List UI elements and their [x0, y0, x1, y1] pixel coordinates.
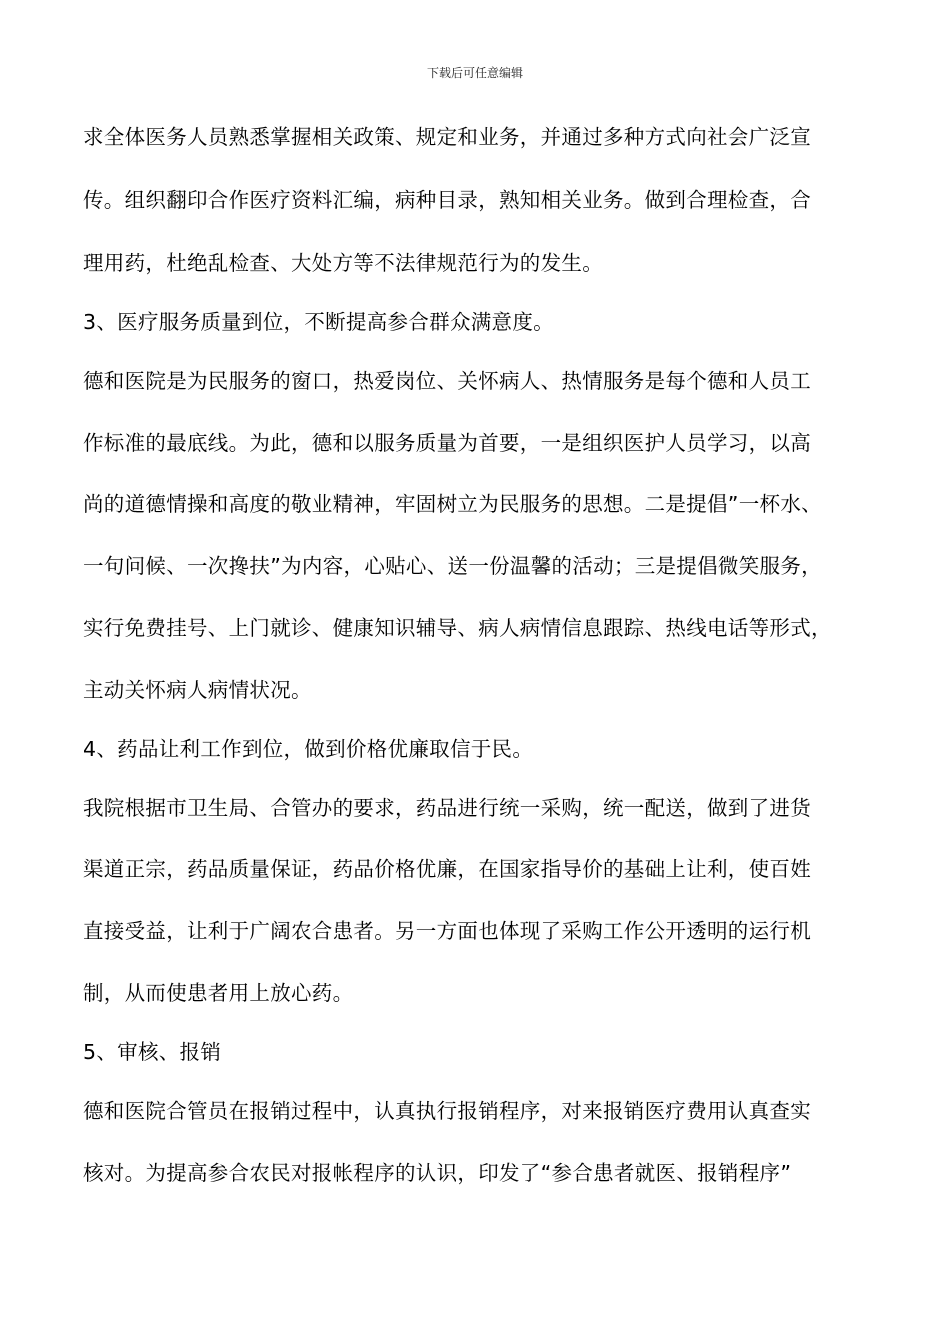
section-heading-3: 3、医疗服务质量到位，不断提高参合群众满意度。 [83, 310, 554, 334]
paragraph-line: 作标准的最底线。为此，德和以服务质量为首要，一是组织医护人员学习，以高 [83, 431, 811, 455]
paragraph-line: 渠道正宗，药品质量保证，药品价格优廉，在国家指导价的基础上让利，使百姓 [83, 857, 811, 881]
download-editable-note: 下载后可任意编辑 [426, 66, 523, 80]
paragraph-line: 德和医院合管员在报销过程中，认真执行报销程序，对来报销医疗费用认真查实 [83, 1099, 811, 1123]
paragraph-line: 我院根据市卫生局、合管办的要求，药品进行统一采购，统一配送，做到了进货 [83, 796, 811, 820]
section-heading-4: 4、药品让利工作到位，做到价格优廉取信于民。 [83, 737, 534, 761]
paragraph-line: 理用药，杜绝乱检查、大处方等不法律规范行为的发生。 [83, 251, 603, 275]
paragraph-line: 一句问候、一次搀扶”为内容，心贴心、送一份温馨的活动；三是提倡微笑服务， [83, 554, 822, 578]
paragraph-line: 求全体医务人员熟悉掌握相关政策、规定和业务，并通过多种方式向社会广泛宣 [83, 125, 811, 149]
paragraph-line: 实行免费挂号、上门就诊、健康知识辅导、病人病情信息跟踪、热线电话等形式， [83, 616, 832, 640]
paragraph-line: 制，从而使患者用上放心药。 [83, 981, 354, 1005]
paragraph-line: 核对。为提高参合农民对报帐程序的认识，印发了“参合患者就医、报销程序” [83, 1161, 792, 1185]
paragraph-line: 主动关怀病人病情状况。 [83, 678, 312, 702]
section-heading-5: 5、审核、报销 [83, 1040, 222, 1064]
paragraph-line: 传。组织翻印合作医疗资料汇编，病种目录，熟知相关业务。做到合理检查，合 [83, 188, 811, 212]
paragraph-line: 直接受益，让利于广阔农合患者。另一方面也体现了采购工作公开透明的运行机 [83, 919, 811, 943]
paragraph-line: 德和医院是为民服务的窗口，热爱岗位、关怀病人、热情服务是每个德和人员工 [83, 369, 811, 393]
paragraph-line: 尚的道德情操和高度的敬业精神，牢固树立为民服务的思想。二是提倡”一杯水、 [83, 492, 822, 516]
